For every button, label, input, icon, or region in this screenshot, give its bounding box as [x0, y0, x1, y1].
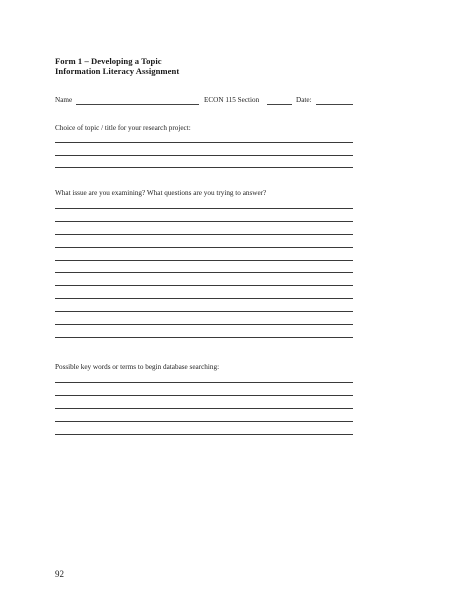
- topic-answer-line[interactable]: [55, 142, 353, 143]
- topic-prompt: Choice of topic / title for your research project:: [55, 124, 191, 132]
- issue-answer-line[interactable]: [55, 311, 353, 312]
- form-title: [55, 57, 179, 77]
- date-blank[interactable]: [316, 96, 353, 105]
- issue-answer-line[interactable]: [55, 337, 353, 338]
- issue-prompt: What issue are you examining? What questions are you trying to answer?: [55, 189, 267, 197]
- name-blank[interactable]: [76, 96, 199, 105]
- keywords-answer-line[interactable]: [55, 421, 353, 422]
- issue-answer-line[interactable]: [55, 260, 353, 261]
- header-fields-row: [55, 96, 355, 106]
- issue-answer-line[interactable]: [55, 324, 353, 325]
- issue-answer-line[interactable]: [55, 298, 353, 299]
- issue-answer-line[interactable]: [55, 221, 353, 222]
- issue-answer-line[interactable]: [55, 272, 353, 273]
- keywords-answer-line[interactable]: [55, 408, 353, 409]
- issue-answer-line[interactable]: [55, 208, 353, 209]
- date-label: Date:: [296, 96, 312, 104]
- issue-answer-line[interactable]: [55, 247, 353, 248]
- keywords-prompt: Possible key words or terms to begin database searching:: [55, 363, 220, 371]
- name-label: Name: [55, 96, 73, 104]
- form-title-line-1: Form 1 – Developing a Topic: [55, 56, 162, 66]
- keywords-answer-line[interactable]: [55, 382, 353, 383]
- topic-answer-line[interactable]: [55, 155, 353, 156]
- section-blank[interactable]: [267, 96, 292, 105]
- keywords-answer-line[interactable]: [55, 395, 353, 396]
- section-label: ECON 115 Section: [204, 96, 260, 104]
- issue-answer-line[interactable]: [55, 234, 353, 235]
- issue-answer-line[interactable]: [55, 285, 353, 286]
- topic-answer-line[interactable]: [55, 167, 353, 168]
- page-number: 92: [55, 569, 64, 579]
- keywords-answer-line[interactable]: [55, 434, 353, 435]
- form-title-line-2: Information Literacy Assignment: [55, 65, 180, 76]
